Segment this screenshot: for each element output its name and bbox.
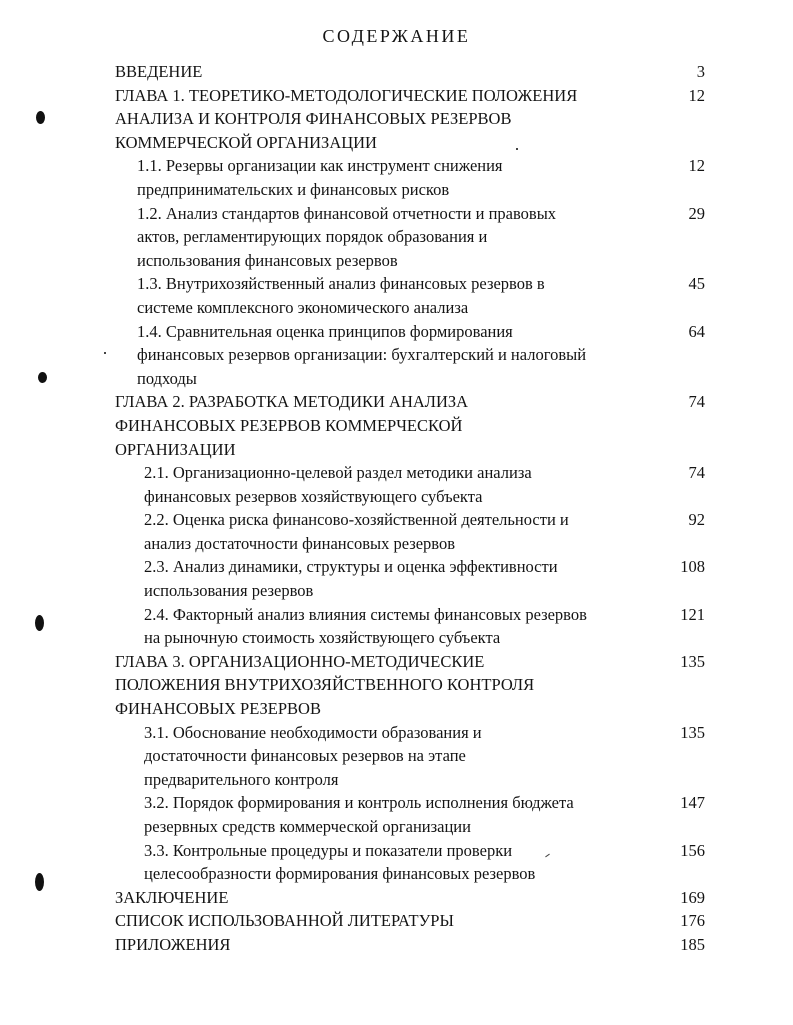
- toc-entry-line: подходы: [137, 368, 197, 388]
- toc-page-number: 74: [688, 463, 705, 483]
- toc-page-number: 169: [680, 887, 705, 907]
- toc-page-number: 176: [680, 911, 705, 931]
- toc-entry-line: 1.3. Внутрихозяйственный анализ финансовых резервов в: [137, 274, 545, 294]
- toc-section-entry: [115, 202, 705, 273]
- toc-entry-line: 1.4. Сравнительная оценка принципов формирования: [137, 321, 513, 341]
- toc-entry-line: ВВЕДЕНИЕ: [115, 62, 203, 81]
- toc-page-number: 135: [680, 722, 705, 742]
- toc-entry-line: ЗАКЛЮЧЕНИЕ: [115, 887, 229, 907]
- toc-page-number: 147: [680, 793, 705, 813]
- toc-page-number: 121: [680, 604, 705, 624]
- toc-entry-line: КОММЕРЧЕСКОЙ ОРГАНИЗАЦИИ: [115, 132, 377, 152]
- toc-page-number: 45: [688, 274, 705, 294]
- toc-entry-line: 1.1. Резервы организации как инструмент снижения: [137, 156, 503, 176]
- toc-page-number: 156: [680, 840, 705, 860]
- table-of-contents: [115, 60, 705, 957]
- toc-entry-line: системе комплексного экономического анализа: [137, 297, 469, 317]
- toc-entry-line: ПОЛОЖЕНИЯ ВНУТРИХОЗЯЙСТВЕННОГО КОНТРОЛЯ: [115, 675, 535, 695]
- toc-entry-line: 2.4. Факторный анализ влияния системы финансовых резервов: [144, 604, 587, 624]
- punch-hole-mark: [35, 615, 44, 631]
- toc-page-number: 29: [688, 203, 705, 223]
- toc-chapter-entry: [115, 886, 705, 910]
- punch-hole-mark: [35, 873, 44, 891]
- toc-entry-line: предпринимательских и финансовых рисков: [137, 179, 450, 199]
- toc-entry-line: ГЛАВА 2. РАЗРАБОТКА МЕТОДИКИ АНАЛИЗА: [115, 392, 469, 412]
- toc-page-number: 135: [680, 651, 705, 671]
- toc-section-entry: [115, 839, 705, 886]
- toc-chapter-entry: [115, 84, 705, 155]
- toc-entry-line: 3.2. Порядок формирования и контроль исполнения бюджета: [144, 793, 574, 813]
- toc-entry-line: анализ достаточности финансовых резервов: [144, 533, 456, 553]
- scan-speck: [104, 352, 106, 354]
- toc-entry-line: предварительного контроля: [144, 769, 339, 789]
- toc-page-number: 12: [688, 156, 705, 176]
- toc-page-number: 185: [680, 934, 705, 954]
- punch-hole-mark: [38, 372, 47, 383]
- scan-speck: [516, 148, 518, 150]
- toc-entry-line: целесообразности формирования финансовых резервов: [144, 864, 536, 884]
- toc-section-entry: [115, 555, 705, 602]
- toc-entry-line: 3.3. Контрольные процедуры и показатели проверки: [144, 840, 513, 860]
- toc-section-entry: [115, 603, 705, 650]
- toc-entry-line: СПИСОК ИСПОЛЬЗОВАННОЙ ЛИТЕРАТУРЫ: [115, 911, 454, 931]
- toc-entry-line: 1.2. Анализ стандартов финансовой отчетности и правовых: [137, 203, 557, 223]
- toc-entry-line: финансовых резервов хозяйствующего субъекта: [144, 486, 483, 506]
- toc-page-number: 108: [680, 557, 705, 577]
- toc-entry-line: 3.1. Обоснование необходимости образования и: [144, 722, 482, 742]
- toc-entry-line: достаточности финансовых резервов на этапе: [144, 746, 466, 766]
- toc-entry-line: ОРГАНИЗАЦИИ: [115, 439, 236, 459]
- toc-page-number: 64: [688, 321, 705, 341]
- toc-entry-line: 2.2. Оценка риска финансово-хозяйственной деятельности и: [144, 510, 569, 530]
- page-title: СОДЕРЖАНИЕ: [322, 26, 471, 46]
- toc-section-entry: [115, 791, 705, 838]
- toc-entry-line: ФИНАНСОВЫХ РЕЗЕРВОВ: [115, 699, 321, 719]
- toc-chapter-entry: [115, 60, 705, 84]
- toc-entry-line: 2.1. Организационно-целевой раздел методики анализа: [144, 463, 532, 483]
- toc-chapter-entry: [115, 909, 705, 933]
- toc-entry-line: ГЛАВА 1. ТЕОРЕТИКО-МЕТОДОЛОГИЧЕСКИЕ ПОЛОЖЕНИЯ: [115, 85, 578, 105]
- toc-entry-line: финансовых резервов организации: бухгалтерский и налоговый: [137, 345, 587, 365]
- toc-section-entry: [115, 320, 705, 391]
- toc-entry-line: ПРИЛОЖЕНИЯ: [115, 934, 231, 954]
- toc-entry-line: на рыночную стоимость хозяйствующего субъекта: [144, 628, 501, 648]
- toc-section-entry: [115, 154, 705, 201]
- toc-page-number: 74: [688, 392, 705, 412]
- toc-page-number: 3: [696, 62, 705, 81]
- toc-entry-line: АНАЛИЗА И КОНТРОЛЯ ФИНАНСОВЫХ РЕЗЕРВОВ: [115, 109, 512, 129]
- toc-entry-line: актов, регламентирующих порядок образования и: [137, 227, 488, 247]
- toc-section-entry: [115, 721, 705, 792]
- toc-entry-line: 2.3. Анализ динамики, структуры и оценка эффективности: [144, 557, 558, 577]
- toc-section-entry: [115, 508, 705, 555]
- toc-entry-line: ФИНАНСОВЫХ РЕЗЕРВОВ КОММЕРЧЕСКОЙ: [115, 415, 463, 435]
- toc-page-number: 12: [688, 85, 705, 105]
- toc-entry-line: использования резервов: [144, 581, 314, 601]
- toc-entry-line: ГЛАВА 3. ОРГАНИЗАЦИОННО-МЕТОДИЧЕСКИЕ: [115, 651, 485, 671]
- toc-chapter-entry: [115, 933, 705, 957]
- punch-hole-mark: [36, 111, 45, 124]
- toc-section-entry: [115, 272, 705, 319]
- toc-chapter-entry: [115, 650, 705, 721]
- toc-entry-line: резервных средств коммерческой организации: [144, 817, 471, 836]
- toc-entry-line: использования финансовых резервов: [137, 250, 398, 270]
- toc-page-number: 92: [688, 510, 705, 530]
- toc-section-entry: [115, 461, 705, 508]
- toc-chapter-entry: [115, 390, 705, 461]
